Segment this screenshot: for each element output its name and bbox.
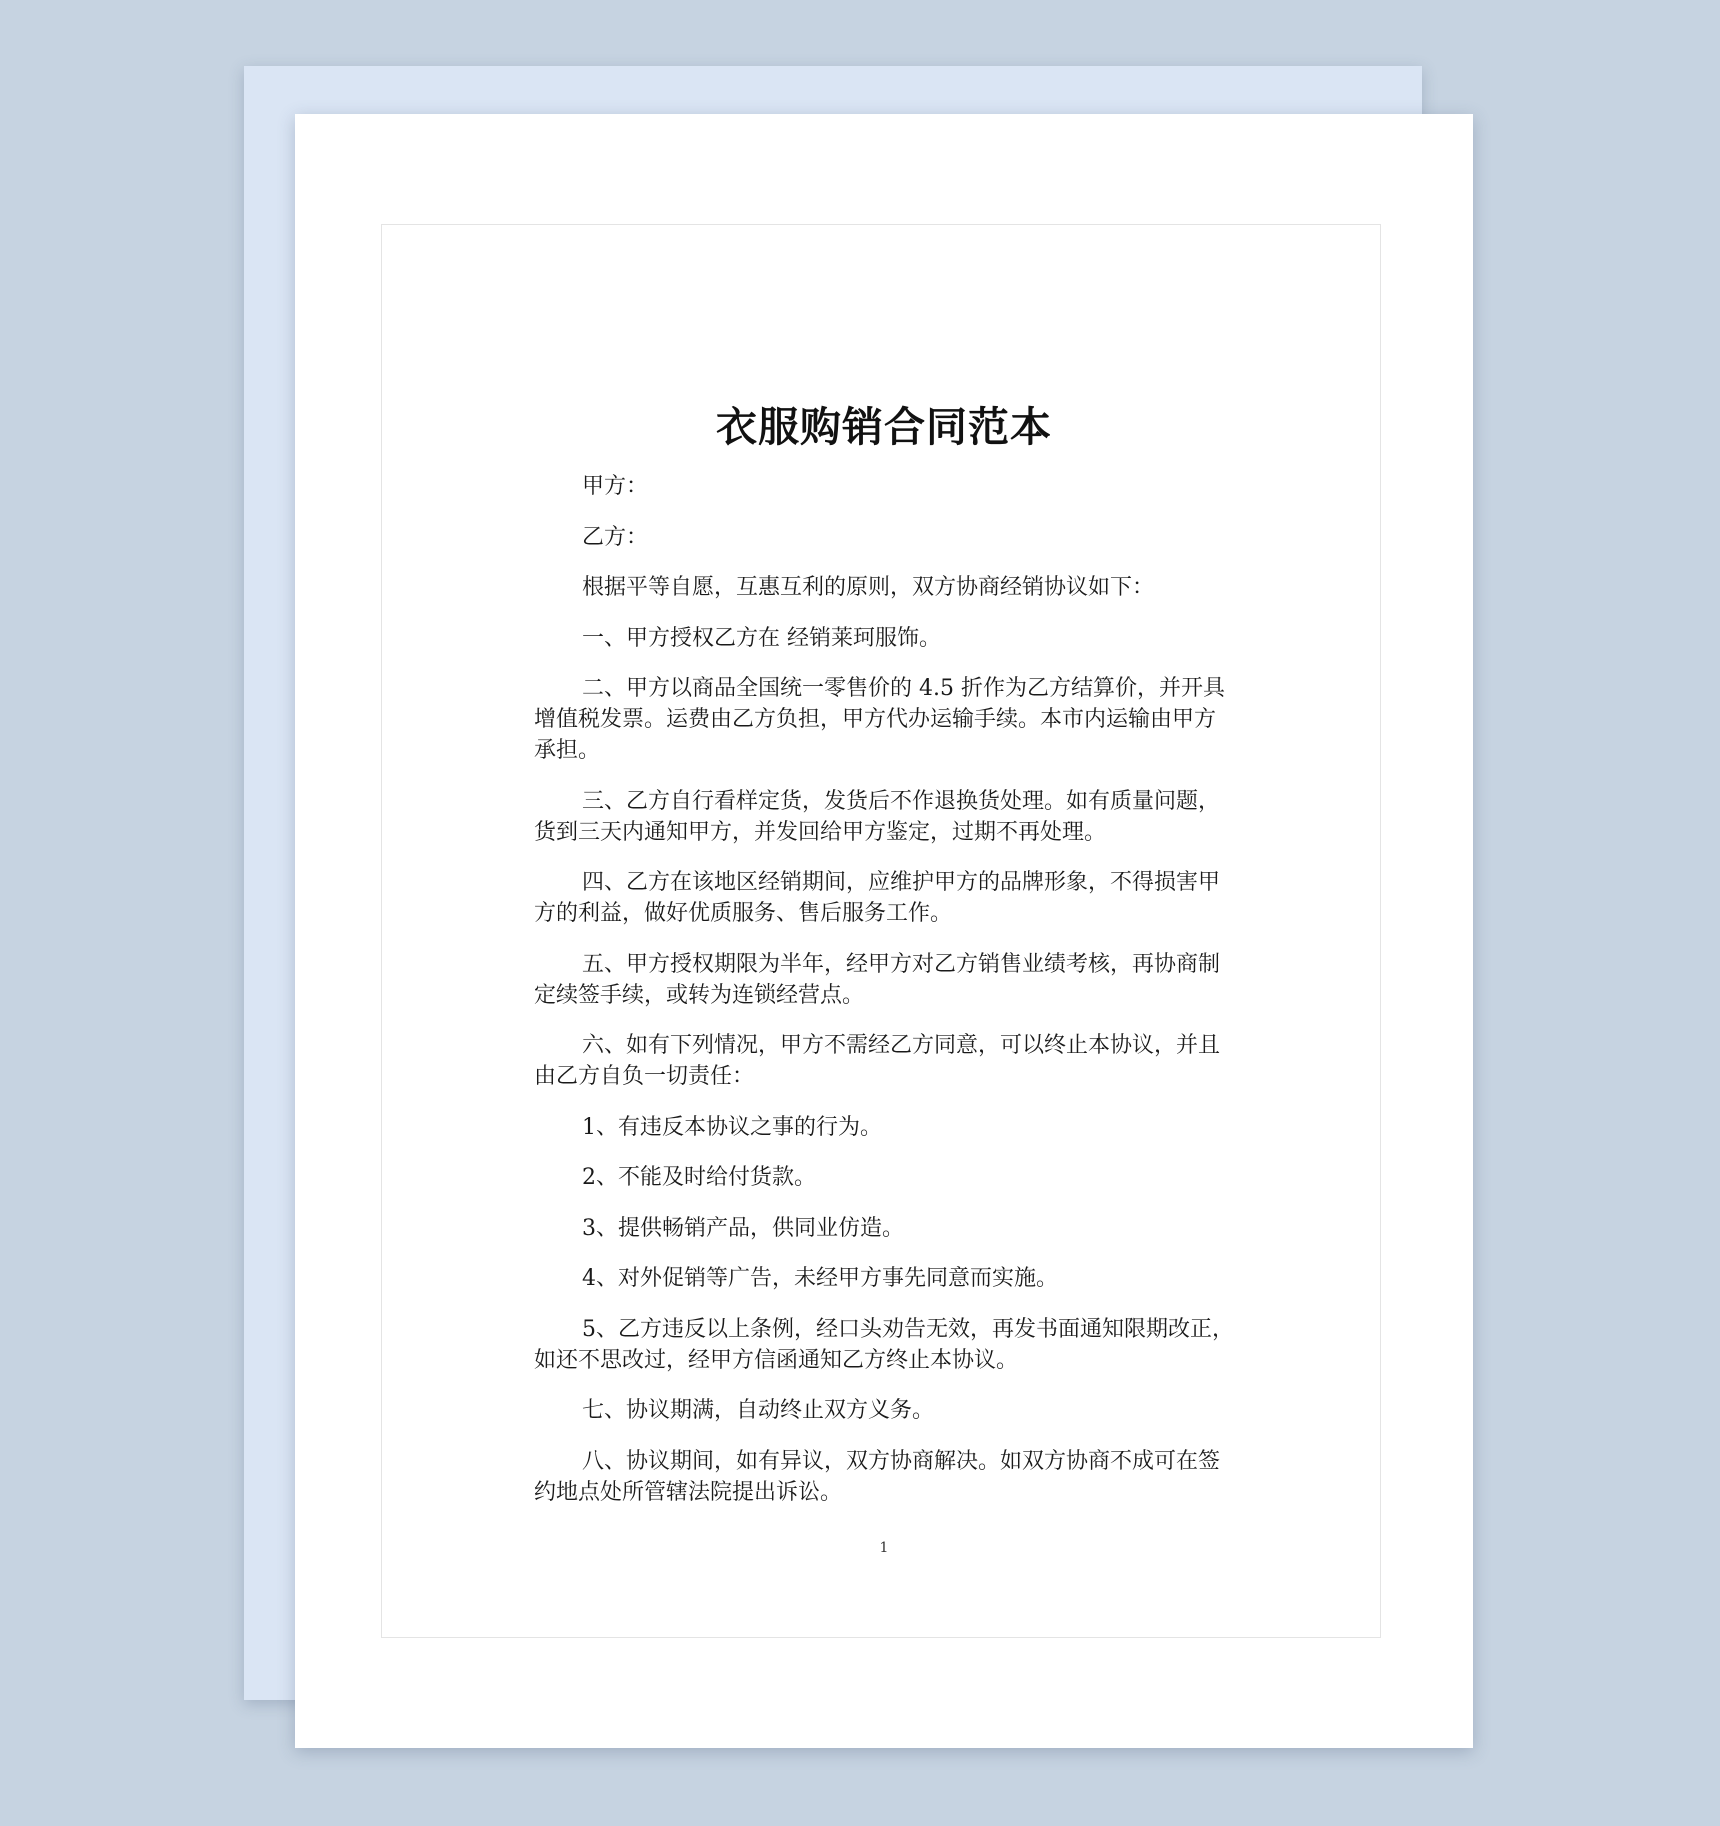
clause-1: 一、甲方授权乙方在 经销莱珂服饰。 — [582, 625, 941, 651]
document-body — [534, 471, 1234, 1527]
sub-item-4: 4、对外促销等广告，未经甲方事先同意而实施。 — [582, 1266, 1058, 1291]
sub-item-2: 2、不能及时给付货款。 — [582, 1165, 816, 1190]
page-number: 1 — [879, 1540, 889, 1556]
party-a-line: 甲方： — [582, 474, 649, 499]
sub-item-5: 5、乙方违反以上条例，经口头劝告无效，再发书面通知限期改正，如还不思改过，经甲方信函通知乙方终止本协议。 — [534, 1316, 1234, 1373]
sub-item-1: 1、有违反本协议之事的行为。 — [582, 1114, 882, 1140]
clause-4: 四、乙方在该地区经销期间，应维护甲方的品牌形象，不得损害甲方的利益，做好优质服务、售后服务工作。 — [534, 870, 1221, 926]
clause-2: 二、甲方以商品全国统一零售价的 4.5 折作为乙方结算价，并开具增值税发票。运费由乙方负担，甲方代办运输手续。本市内运输由甲方承担。 — [534, 676, 1225, 763]
clause-8: 八、协议期间，如有异议，双方协商解决。如双方协商不成可在签约地点处所管辖法院提出诉讼。 — [534, 1448, 1221, 1505]
sub-item-3: 3、提供畅销产品，供同业仿造。 — [582, 1215, 904, 1241]
party-b-line: 乙方： — [582, 524, 649, 550]
clause-7: 七、协议期满，自动终止双方义务。 — [582, 1398, 935, 1423]
preamble-paragraph: 根据平等自愿，互惠互利的原则，双方协商经销协议如下： — [582, 575, 1155, 600]
clause-5: 五、甲方授权期限为半年，经甲方对乙方销售业绩考核，再协商制定续签手续，或转为连锁经营点。 — [534, 951, 1221, 1008]
document-title: 衣服购销合同范本 — [716, 403, 1052, 451]
clause-3: 三、乙方自行看样定货，发货后不作退换货处理。如有质量问题，货到三天内通知甲方，并发回给甲方鉴定，过期不再处理。 — [534, 788, 1221, 845]
clause-6: 六、如有下列情况，甲方不需经乙方同意，可以终止本协议，并且由乙方自负一切责任： — [534, 1033, 1221, 1089]
document-page — [295, 114, 1473, 1748]
